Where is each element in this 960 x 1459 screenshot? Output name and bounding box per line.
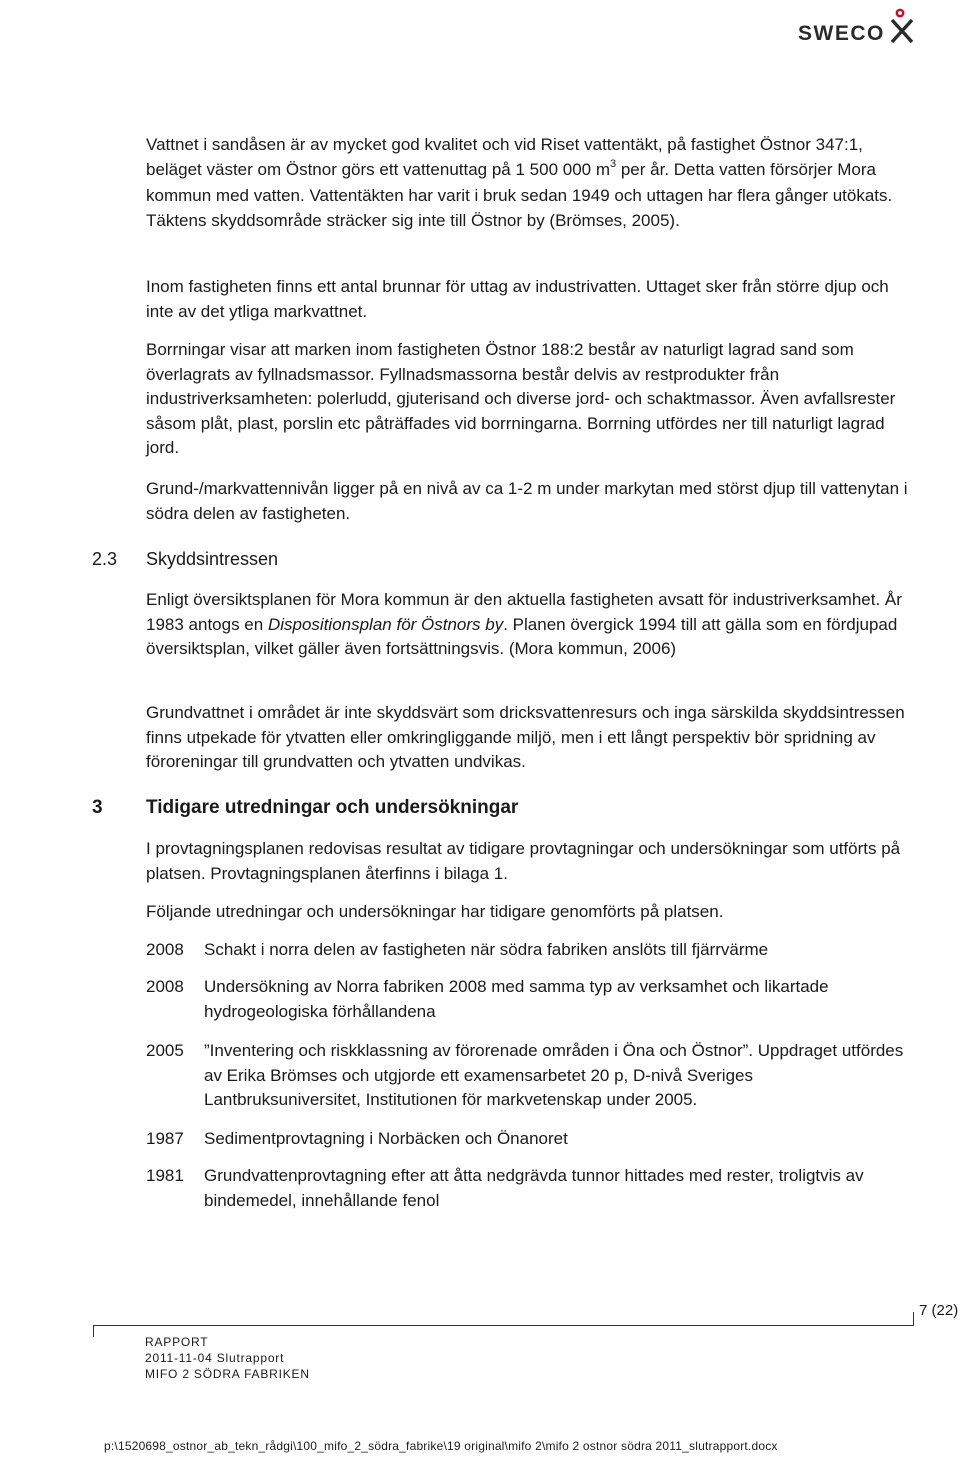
paragraph-water-quality: Vattnet i sandåsen är av mycket god kvalitet och vid Riset vattentäkt, på fastighet Östnor 347:1, beläget väster om Östnor görs ett vattenuttag på 1 500 000 $m^3$ per år. Detta vatten försörjer Mora kommun med vatten. Vattentäkten har varit i bruk sedan 1949 och uttagen har flera gånger utökats. Täktens skyddsområde sträcker sig inte till Östnor by (Brömses, 2005).: [146, 135, 893, 230]
logo-text: SWECO: [798, 22, 885, 45]
entry-description: Grundvattenprovtagning efter att åtta nedgrävda tunnor hittades med rester, troligtvis av bindemedel, innehållande fenol: [204, 1166, 864, 1210]
footer-divider: [93, 1325, 913, 1326]
footer-report-type: RAPPORT: [145, 1335, 209, 1349]
entry-description: Sedimentprovtagning i Norbäcken och Önanoret: [204, 1129, 568, 1148]
section-number: 2.3: [92, 549, 118, 569]
chapter-heading: Tidigare utredningar och undersökningar: [146, 797, 519, 818]
footer-report-date: 2011-11-04 Slutrapport: [145, 1351, 285, 1365]
entry-description: Undersökning av Norra fabriken 2008 med samma typ av verksamhet och likartade hydrogeologiska förhållandena: [204, 977, 829, 1021]
paragraph-drillings: Borrningar visar att marken inom fastigheten Östnor 188:2 består av naturligt lagrad sand som överlagrats av fyllnadsmassor. Fyllnadsmassorna består delvis av restprodukter från industriverksamheten: polerludd, gjuterisand och diverse jord- och schaktmassor. Även avfallsrester såsom plåt, plast, porslin etc påträffades vid borrningarna. Borrning utfördes ner till naturligt lagrad jord.: [146, 340, 896, 457]
chapter-number: 3: [92, 797, 103, 818]
paragraph-sampling-plan: I provtagningsplanen redovisas resultat av tidigare provtagningar och undersökningar som utförts på platsen. Provtagningsplanen återfinns i bilaga 1.: [146, 839, 901, 883]
entry-year: 2008: [146, 940, 184, 959]
paragraph-wells: Inom fastigheten finns ett antal brunnar för uttag av industrivatten. Uttaget sker från större djup och inte av det ytliga markvattnet.: [146, 277, 889, 321]
entry-year: 1987: [146, 1129, 184, 1148]
entry-year: 2005: [146, 1041, 184, 1060]
paragraph-previous-investigations: Följande utredningar och undersökningar har tidigare genomförts på platsen.: [146, 902, 724, 921]
file-path: p:\1520698_ostnor_ab_tekn_rådgi\100_mifo_2_södra_fabrike\19 original\mifo 2\mifo 2 ostnor södra 2011_slutrapport.docx: [104, 1439, 778, 1453]
entry-description: ”Inventering och riskklassning av förorenade områden i Öna och Östnor”. Uppdraget utfördes av Erika Brömses och utgjorde ett examensarbetet 20 p, D-nivå Sveriges Lantbruksuniversitet, Institutionen för markvetenskap under 2005.: [204, 1041, 904, 1109]
sweco-logo-icon: [890, 8, 920, 44]
entry-description: Schakt i norra delen av fastigheten när södra fabriken anslöts till fjärrvärme: [204, 940, 769, 959]
entry-year: 2008: [146, 977, 184, 996]
paragraph-protection-interests: Grundvattnet i området är inte skyddsvärt som dricksvattenresurs och inga särskilda skyddsintressen finns utpekade för ytvatten eller omkringliggande miljö, men i ett långt perspektiv bör spridning av föroreningar till grundvatten och ytvatten undvikas.: [146, 703, 905, 771]
footer-divider-tick: [913, 1312, 914, 1326]
page-number: 7 (22): [919, 1302, 959, 1319]
paragraph-groundwater-level: Grund-/markvattennivån ligger på en nivå av ca 1-2 m under markytan med störst djup till vattenytan i södra delen av fastigheten.: [146, 479, 908, 523]
footer-project-name: MIFO 2 SÖDRA FABRIKEN: [145, 1367, 310, 1381]
sweco-logo: [798, 8, 920, 48]
footer-divider-tick: [93, 1325, 94, 1337]
section-heading: Skyddsintressen: [146, 549, 279, 569]
entry-year: 1981: [146, 1166, 184, 1185]
paragraph-overview-plan: Enligt översiktsplanen för Mora kommun är den aktuella fastigheten avsatt för industriverksamhet. År 1983 antogs en Dispositionsplan för Östnors by. Planen övergick 1994 till att gälla som en fördjupad översiktsplan, vilket gäller även fortsättningsvis. (Mora kommun, 2006): [146, 590, 902, 658]
